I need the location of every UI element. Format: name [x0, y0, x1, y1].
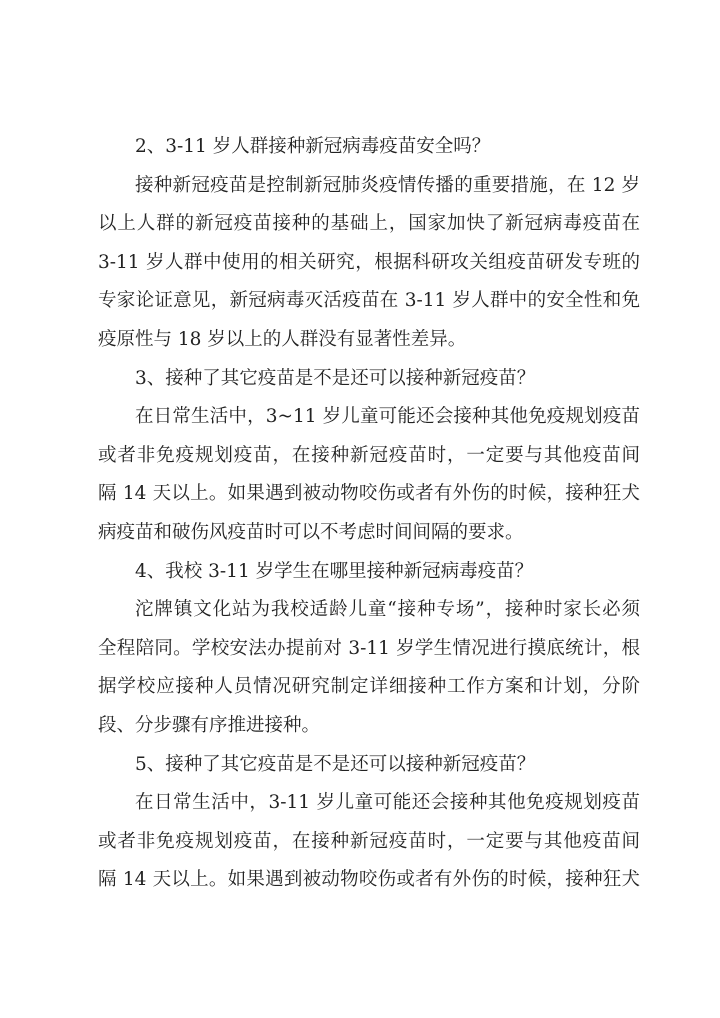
- paragraph-line: 或者非免疫规划疫苗，在接种新冠疫苗时，一定要与其他疫苗间: [98, 444, 640, 466]
- section-paragraph-2: [98, 167, 640, 360]
- paragraph-line: 段、分步骤有序推进接种。: [98, 714, 321, 736]
- paragraph-line: 全程陪同。学校安法办提前对 3-11 岁学生情况进行摸底统计，根: [98, 637, 640, 659]
- section-heading-3: [98, 360, 640, 399]
- paragraph-line: 在日常生活中，3-11 岁儿童可能还会接种其他免疫规划疫苗: [135, 792, 640, 814]
- paragraph-line: 接种新冠疫苗是控制新冠肺炎疫情传播的重要措施，在 12 岁: [135, 174, 640, 196]
- section-heading-text: 3、接种了其它疫苗是不是还可以接种新冠疫苗？: [135, 367, 536, 389]
- paragraph-line: 专家论证意见，新冠病毒灭活疫苗在 3-11 岁人群中的安全性和免: [98, 290, 640, 312]
- paragraph-line: 沱牌镇文化站为我校适龄儿童“接种专场”，接种时家长必须: [135, 599, 640, 621]
- section-heading-2: [98, 128, 640, 167]
- paragraph-line: 以上人群的新冠疫苗接种的基础上，国家加快了新冠病毒疫苗在: [98, 213, 640, 235]
- paragraph-line: 隔 14 天以上。如果遇到被动物咬伤或者有外伤的时候，接种狂犬: [98, 483, 640, 505]
- section-heading-text: 5、接种了其它疫苗是不是还可以接种新冠疫苗？: [135, 753, 536, 775]
- section-heading-4: [98, 553, 640, 592]
- document-body: [98, 128, 640, 900]
- paragraph-line: 或者非免疫规划疫苗，在接种新冠疫苗时，一定要与其他疫苗间: [98, 830, 640, 852]
- paragraph-line: 在日常生活中，3~11 岁儿童可能还会接种其他免疫规划疫苗: [135, 406, 640, 428]
- section-heading-text: 2、3-11 岁人群接种新冠病毒疫苗安全吗？: [135, 136, 491, 157]
- section-paragraph-5: [98, 784, 640, 900]
- paragraph-line: 据学校应接种人员情况研究制定详细接种工作方案和计划，分阶: [98, 676, 640, 698]
- paragraph-line: 隔 14 天以上。如果遇到被动物咬伤或者有外伤的时候，接种狂犬: [98, 869, 640, 891]
- paragraph-line: 病疫苗和破伤风疫苗时可以不考虑时间间隔的要求。: [98, 521, 524, 543]
- section-paragraph-3: [98, 398, 640, 552]
- paragraph-line: 疫原性与 18 岁以上的人群没有显著性差异。: [98, 328, 467, 350]
- section-heading-text: 4、我校 3-11 岁学生在哪里接种新冠病毒疫苗？: [135, 560, 534, 582]
- section-heading-5: [98, 746, 640, 785]
- paragraph-line: 3-11 岁人群中使用的相关研究，根据科研攻关组疫苗研发专班的: [98, 251, 640, 273]
- section-paragraph-4: [98, 591, 640, 745]
